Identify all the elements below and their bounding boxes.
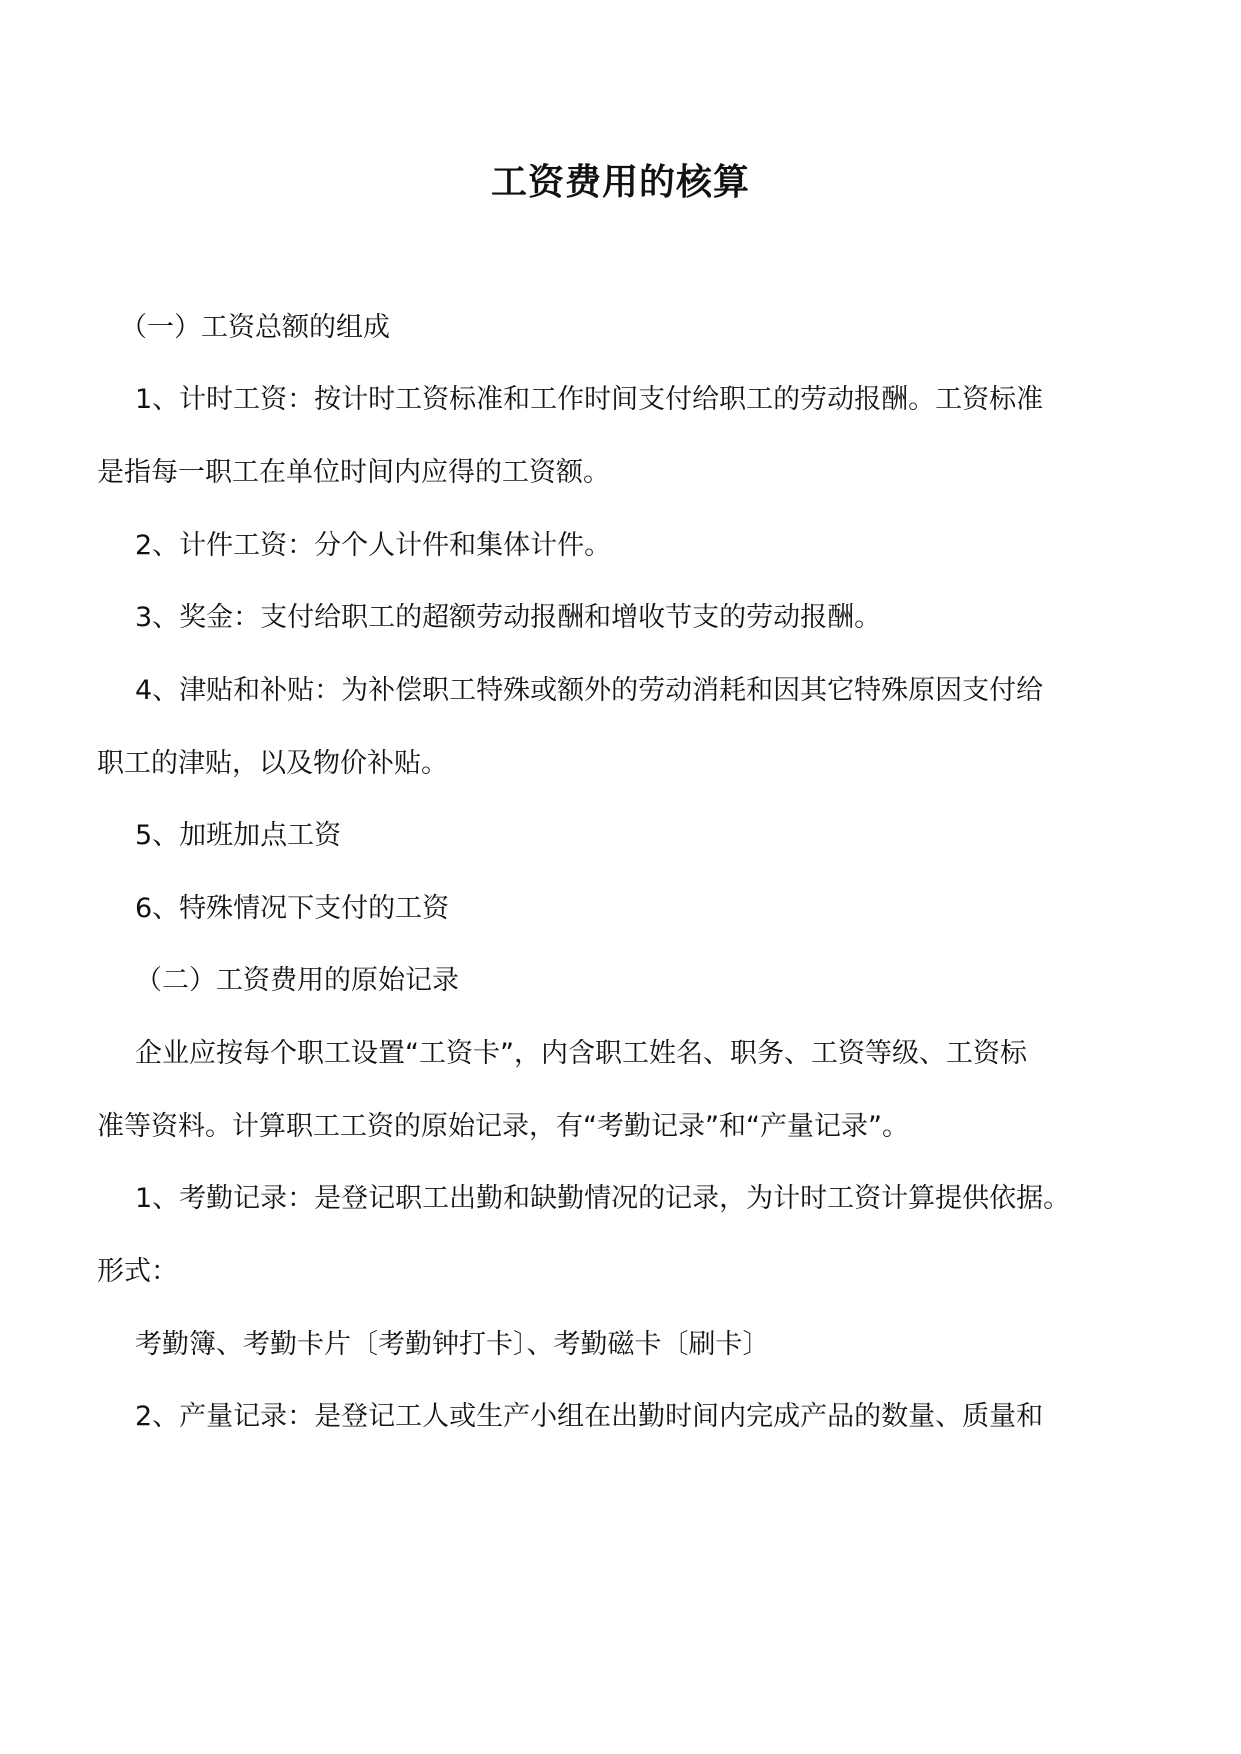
paragraph-line: 4、津贴和补贴：为补偿职工特殊或额外的劳动消耗和因其它特殊原因支付给 — [135, 675, 1044, 706]
paragraph-line: 6、特殊情况下支付的工资 — [135, 893, 450, 924]
document-title: 工资费用的核算 — [490, 161, 750, 203]
section-heading-1: （一）工资总额的组成 — [120, 312, 390, 343]
section-heading-2: （二）工资费用的原始记录 — [135, 965, 459, 996]
paragraph-line: 考勤簿、考勤卡片〔考勤钟打卡〕、考勤磁卡〔刷卡〕 — [135, 1329, 770, 1360]
paragraph-line: 形式： — [97, 1256, 178, 1287]
paragraph-line: 企业应按每个职工设置“工资卡”，内含职工姓名、职务、工资等级、工资标 — [135, 1038, 1027, 1069]
paragraph-line: 是指每一职工在单位时间内应得的工资额。 — [97, 457, 610, 488]
paragraph-line: 3、奖金：支付给职工的超额劳动报酬和增收节支的劳动报酬。 — [135, 602, 882, 633]
paragraph-line: 2、计件工资：分个人计件和集体计件。 — [135, 530, 612, 561]
paragraph-line: 5、加班加点工资 — [135, 820, 342, 851]
paragraph-line: 1、考勤记录：是登记职工出勤和缺勤情况的记录，为计时工资计算提供依据。 — [135, 1183, 1071, 1214]
paragraph-line: 准等资料。计算职工工资的原始记录，有“考勤记录”和“产量记录”。 — [97, 1111, 909, 1142]
paragraph-line: 2、产量记录：是登记工人或生产小组在出勤时间内完成产品的数量、质量和 — [135, 1401, 1044, 1432]
paragraph-line: 职工的津贴，以及物价补贴。 — [97, 748, 448, 779]
paragraph-line: 1、计时工资：按计时工资标准和工作时间支付给职工的劳动报酬。工资标准 — [135, 384, 1044, 415]
